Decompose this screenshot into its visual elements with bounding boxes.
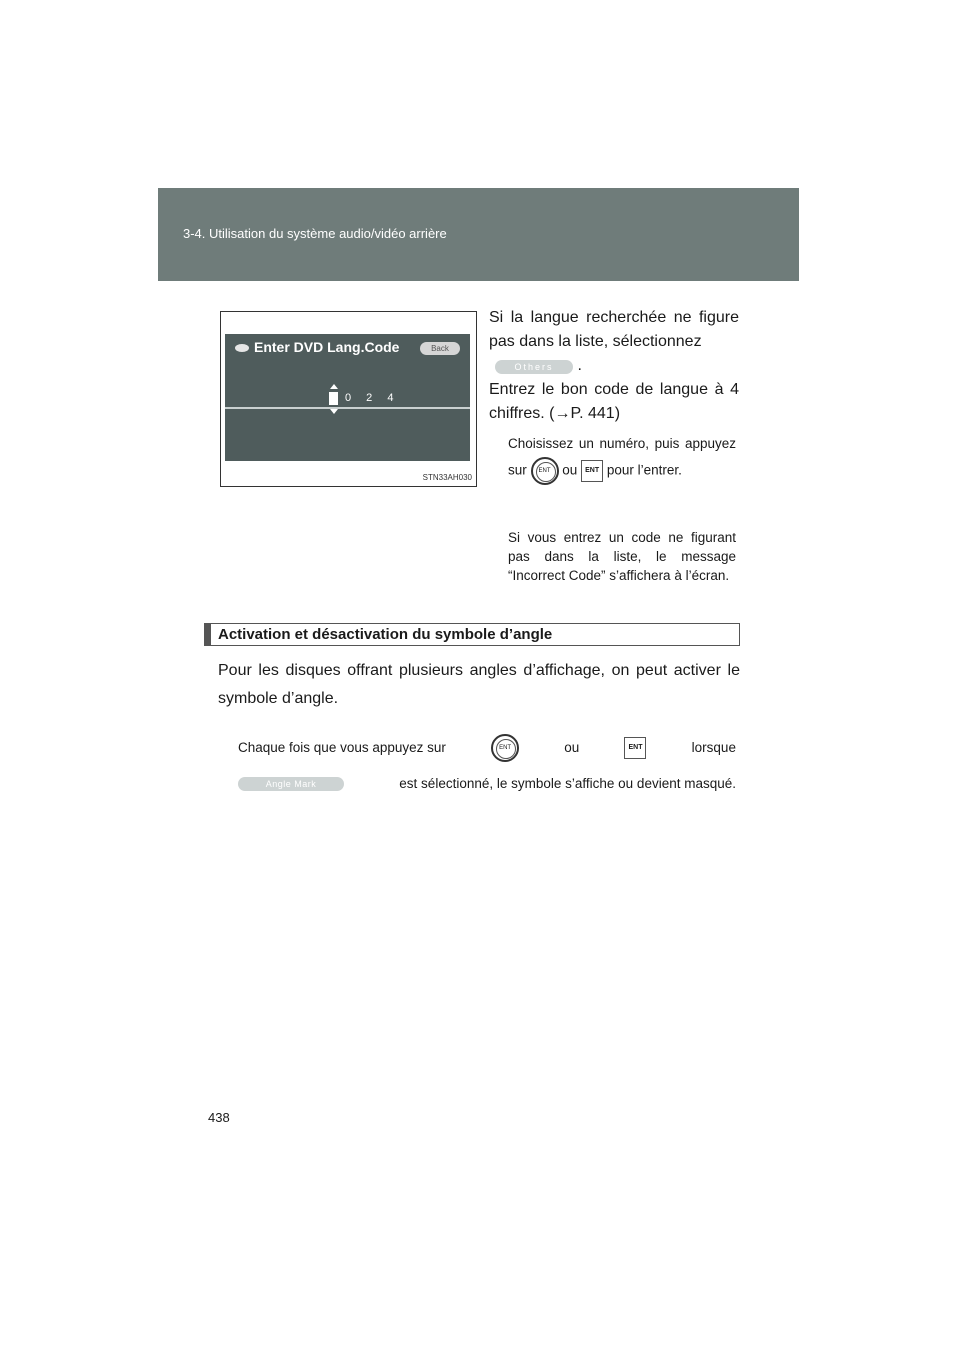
- note1-part2: pour l’entrer.: [606, 462, 682, 478]
- note-part3: est sélectionné, le symbole s’affiche ou devient masqué.: [399, 776, 736, 791]
- screen-title: [235, 339, 399, 355]
- ent-dial-icon: ENT: [531, 457, 559, 485]
- ent-dial-icon: ENT: [491, 734, 519, 762]
- angle-mark-button: Angle Mark: [238, 777, 344, 791]
- screen-divider: [225, 407, 470, 409]
- note1-part1: Choisissez un numéro, puis appuyez sur: [508, 436, 736, 478]
- section-note-line2: [238, 766, 736, 802]
- intro-line2: Entrez le bon code de langue à 4 chiffres. (→P. 441): [489, 381, 739, 422]
- ent-key-icon: ENT: [581, 460, 603, 482]
- note-part1: Chaque fois que vous appuyez sur: [238, 740, 446, 755]
- screen-image: [225, 334, 470, 461]
- note-part2: lorsque: [691, 740, 736, 755]
- code-digits: 0 2 4: [345, 392, 400, 404]
- cursor: [329, 392, 338, 405]
- intro-line1: [489, 306, 739, 378]
- ent-key-icon: ENT: [624, 737, 646, 759]
- section-note: [238, 730, 736, 802]
- note-enter: [508, 431, 736, 485]
- chapter-title: 3-4. Utilisation du système audio/vidéo arrière: [183, 226, 447, 241]
- section-marker: [205, 624, 211, 645]
- arrow-up-icon: [330, 384, 338, 389]
- intro-paragraph: [489, 306, 739, 426]
- chapter-header: [158, 188, 799, 281]
- others-button: Others: [495, 360, 573, 374]
- section-body: Pour les disques offrant plusieurs angles d’affichage, on peut activer le symbole d’angle.: [218, 662, 740, 707]
- disc-icon: [235, 344, 249, 352]
- note-ou: ou: [564, 740, 580, 755]
- note1-ou: ou: [562, 462, 578, 478]
- intro-text-1: Si la langue recherchée ne figure pas dans la liste, sélectionnez: [489, 309, 739, 350]
- screen-title-text: Enter DVD Lang.Code: [254, 339, 400, 355]
- arrow-down-icon: [330, 409, 338, 414]
- dvd-lang-code-figure: [220, 311, 477, 487]
- section-note-line1: [238, 730, 736, 766]
- page-number: 438: [208, 1110, 230, 1125]
- intro-period: .: [577, 357, 582, 374]
- figure-caption: STN33AH030: [422, 473, 472, 482]
- back-button: Back: [420, 342, 460, 355]
- section-heading: [204, 623, 740, 646]
- section-title: Activation et désactivation du symbole d’angle: [218, 626, 553, 643]
- note-incorrect: Si vous entrez un code ne figurant pas dans la liste, le message “Incorrect Code” s’affichera à l’écran.: [508, 530, 736, 583]
